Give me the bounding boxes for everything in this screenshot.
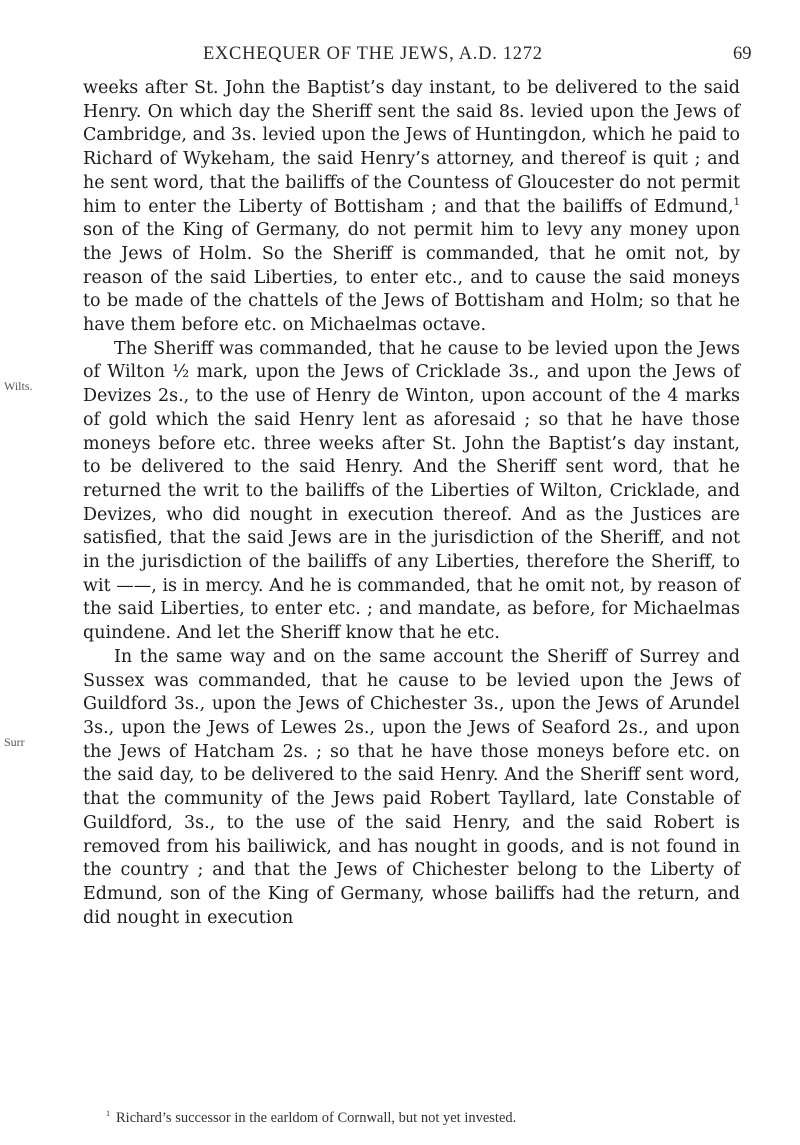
paragraph-continued	[83, 77, 740, 338]
running-head	[0, 44, 800, 68]
paragraph-surrey: In the same way and on the same account the Sheriff of Surrey and Sussex was commanded, that he cause to be levied upon the Jews of Guildford 3s., upon the Jews of Chichester 3s., upon the Jews of Arundel 3s., upon the Jews of Lewes 2s., upon the Jews of Seaford 2s., and upon the Jews of Hatcham 2s. ; so that he have those moneys before etc. on the said day, to be delivered to the said Henry. And the Sheriff sent word, that the community of the Jews paid Robert Tayllard, late Constable of Guildford, 3s., to the use of the said Henry, and the said Robert is removed from his bailiwick, and has nought in goods, and is not found in the country ; and that the Jews of Chichester belong to the Liberty of Edmund, son of the King of Germany, whose bailiffs had the return, and did nought in execution	[83, 646, 740, 928]
paragraph-text: weeks after St. John the Baptist’s day instant, to be delivered to the said Henry. On which day the Sheriff sent the said 8s. levied upon the Jews of Cambridge, and 3s. levied upon the Jews of Huntingdon, which he paid to Richard of Wykeham, the said Henry’s attorney, and thereof is quit ; and he sent word, that the bailiffs of the Countess of Gloucester do not permit him to enter the Liberty of Bottisham ; and that the bailiffs of Edmund,	[83, 78, 741, 217]
paragraph-wilts: The Sheriff was commanded, that he cause to be levied upon the Jews of Wilton ½ mark, upon the Jews of Cricklade 3s., and upon the Jews of Devizes 2s., to the use of Henry de Winton, upon account of the 4 marks of gold which the said Henry lent as aforesaid ; so that he have those moneys before etc. three weeks after St. John the Baptist’s day instant, to be delivered to the said Henry. And the Sheriff sent word, that he returned the writ to the bailiffs of the Liberties of Wilton, Cricklade, and Devizes, who did nought in execution thereof. And as the Justices are satisfied, that the said Jews are in the jurisdiction of the Sheriff, and not in the jurisdiction of the bailiffs of any Liberties, therefore the Sheriff, to wit ——, is in mercy. And he is commanded, that he omit not, by reason of the said Liberties, to enter etc. ; and mandate, as before, for Michaelmas quindene. And let the Sheriff know that he etc.	[83, 338, 740, 644]
footnote-mark: 1	[106, 1109, 110, 1118]
footnote-text: Richard’s successor in the earldom of Cornwall, but not yet invested.	[116, 1110, 517, 1126]
paragraph-text: son of the King of Germany, do not permit him to levy any money upon the Jews of Holm. So the Sheriff is commanded, that he omit not, by reason of the said Liberties, to enter etc., and to cause the said moneys to be made of the chattels of the Jews of Bottisham and Holm; so that he have them before etc. on Michaelmas octave.	[83, 220, 740, 336]
footnote	[106, 1109, 746, 1127]
margin-note-wilts: Wilts.	[4, 379, 33, 393]
body-text	[83, 77, 740, 930]
margin-note-surr: Surr	[4, 735, 25, 749]
page-number: 69	[733, 44, 752, 64]
running-title: EXCHEQUER OF THE JEWS, A.D. 1272	[203, 44, 543, 64]
footnote-reference: 1	[733, 196, 740, 208]
